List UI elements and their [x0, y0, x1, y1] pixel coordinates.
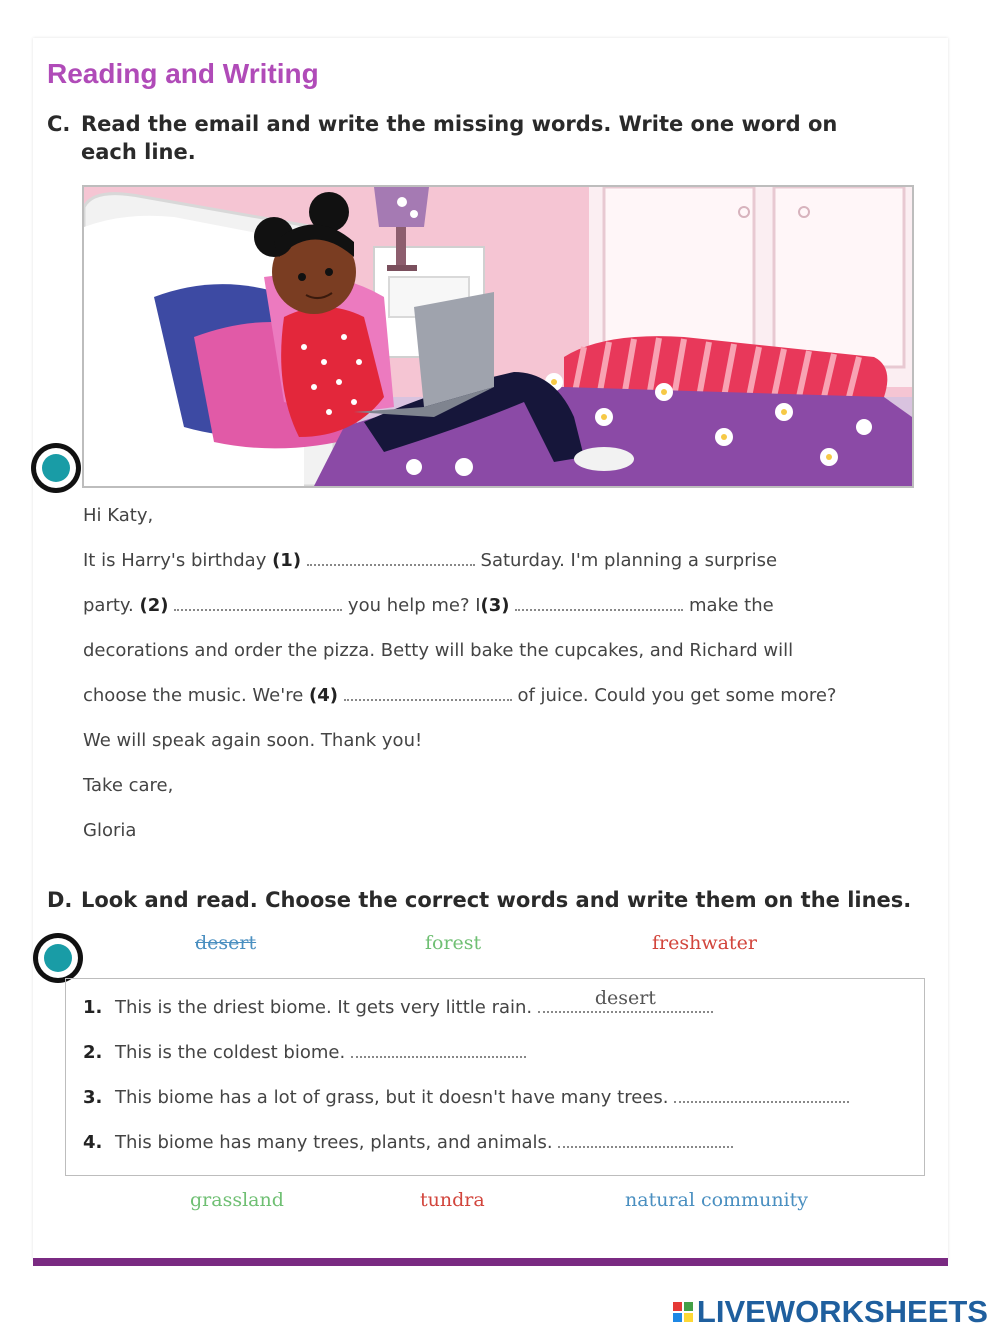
question-1-text: This is the driest biome. It gets very little rain.: [115, 997, 533, 1018]
question-1-number: 1.: [83, 997, 103, 1018]
answer-2-input[interactable]: [351, 1042, 526, 1058]
email-line-1-start: It is Harry's birthday: [83, 550, 267, 571]
question-2: [83, 1042, 526, 1063]
answer-1-value: desert: [594, 987, 656, 1009]
email-line-4-end: of juice. Could you get some more?: [517, 685, 837, 706]
page-title: Reading and Writing: [47, 58, 319, 89]
email-line-2-end: make the: [689, 595, 774, 616]
section-c-instruction-line1: Read the email and write the missing words. Write one word on: [81, 112, 838, 136]
email-line-3: decorations and order the pizza. Betty will bake the cupcakes, and Richard will: [83, 640, 794, 661]
question-2-text: This is the coldest biome.: [115, 1042, 346, 1063]
section-c-letter: C.: [47, 112, 71, 136]
section-d-instruction-text: Look and read. Choose the correct words and write them on the lines.: [81, 888, 912, 912]
question-3-number: 3.: [83, 1087, 103, 1108]
liveworksheets-logo: [673, 1294, 988, 1330]
gap-3-input[interactable]: [515, 597, 683, 611]
word-bank-forest[interactable]: forest: [425, 932, 482, 954]
word-bank-freshwater[interactable]: freshwater: [652, 932, 757, 954]
gap-4-input[interactable]: [344, 687, 512, 701]
liveworksheets-logo-icon: [673, 1302, 693, 1322]
question-3-text: This biome has a lot of grass, but it doesn't have many trees.: [115, 1087, 669, 1108]
question-4: [83, 1132, 733, 1153]
email-line-2-mid: you help me? I: [347, 595, 481, 616]
audio-play-button-c[interactable]: [31, 443, 81, 493]
email-line-2-start: party.: [83, 595, 134, 616]
email-line-2: [83, 595, 774, 616]
word-bank-tundra[interactable]: tundra: [420, 1189, 485, 1211]
gap-number-3: (3): [480, 595, 510, 616]
email-line-1-end: Saturday. I'm planning a surprise: [480, 550, 778, 571]
question-2-number: 2.: [83, 1042, 103, 1063]
email-line-1: [83, 550, 777, 571]
email-line-4: [83, 685, 836, 706]
answer-1-input[interactable]: [538, 987, 713, 1013]
word-bank-natural-community[interactable]: natural community: [625, 1189, 808, 1211]
question-1: [83, 987, 713, 1018]
section-c-instruction-line2: each line.: [81, 140, 196, 164]
email-line-4-start: choose the music. We're: [83, 685, 304, 706]
gap-number-1: (1): [272, 550, 302, 571]
section-c-instruction: [47, 110, 837, 166]
email-line-5: We will speak again soon. Thank you!: [83, 730, 423, 751]
email-greeting: Hi Katy,: [83, 505, 154, 526]
girl-on-bed-illustration: [82, 185, 914, 488]
gap-number-2: (2): [139, 595, 169, 616]
email-signature: Gloria: [83, 820, 137, 841]
liveworksheets-logo-text: LIVEWORKSHEETS: [696, 1294, 988, 1329]
question-4-text: This biome has many trees, plants, and animals.: [115, 1132, 553, 1153]
audio-play-button-d[interactable]: [33, 933, 83, 983]
word-bank-desert[interactable]: desert: [195, 932, 257, 954]
gap-2-input[interactable]: [174, 597, 342, 611]
gap-number-4: (4): [309, 685, 338, 706]
section-d-letter: D.: [47, 888, 73, 912]
section-d-instruction: [47, 886, 911, 914]
page-bottom-bar: [33, 1258, 948, 1266]
word-bank-grassland[interactable]: grassland: [190, 1189, 284, 1211]
answer-3-input[interactable]: [674, 1087, 849, 1103]
email-closing: Take care,: [83, 775, 174, 796]
gap-1-input[interactable]: [307, 552, 475, 566]
answer-4-input[interactable]: [558, 1132, 733, 1148]
question-3: [83, 1087, 849, 1108]
question-4-number: 4.: [83, 1132, 103, 1153]
